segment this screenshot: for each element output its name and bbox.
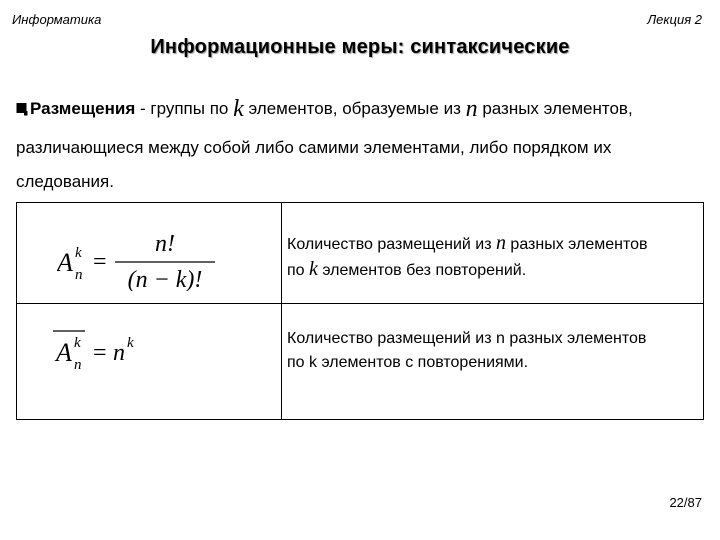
formula-table <box>16 202 704 420</box>
formula-a-symbol: A <box>57 248 73 277</box>
formula-superscript: k <box>74 335 81 351</box>
slide-title: Информационные меры: синтаксические <box>150 36 570 58</box>
table-column-divider <box>281 203 282 419</box>
definition-text: - группы по <box>135 99 234 118</box>
formula-rhs-base: n <box>113 340 125 366</box>
formula-equals: = <box>93 340 107 366</box>
definition-line-1 <box>16 96 633 123</box>
description-line <box>287 257 648 283</box>
course-title: Информатика <box>12 12 102 27</box>
formula-a-symbol: A <box>56 338 72 367</box>
formula-superscript: k <box>75 245 82 261</box>
formula-numerator: n! <box>155 231 175 257</box>
formula-equals: = <box>93 249 107 275</box>
definition-line-2: различающиеся между собой либо самими элементами, либо порядком их <box>16 138 612 157</box>
term-label: Размещения <box>30 99 136 118</box>
description-line: Количество размещений из n разных элементов <box>287 330 647 347</box>
page-number: 22/87 <box>669 495 702 510</box>
variable-k: k <box>309 258 318 280</box>
description-line <box>287 231 648 257</box>
variable-n: n <box>495 232 506 254</box>
description-text: элементов без повторений. <box>317 262 527 279</box>
definition-line-3: следования. <box>16 172 114 191</box>
description-with-repetition <box>287 327 646 375</box>
definition-text: разных элементов, <box>477 99 633 118</box>
variable-k: k <box>233 96 244 122</box>
formula-arrangements-without-repetition <box>57 225 217 296</box>
formula-subscript: n <box>74 357 82 373</box>
table-row-divider <box>17 303 703 304</box>
description-text: по <box>287 262 310 279</box>
description-without-repetition <box>287 231 648 283</box>
formula-subscript: n <box>75 267 83 283</box>
formula-arrangements-with-repetition <box>53 325 163 382</box>
description-line: по k элементов с повторениями. <box>287 354 529 371</box>
description-text: Количество размещений из <box>287 236 496 253</box>
definition-text: элементов, образуемые из <box>243 99 466 118</box>
variable-n: n <box>465 96 478 122</box>
lecture-label: Лекция 2 <box>647 12 702 27</box>
q-bullet-icon <box>16 99 28 119</box>
formula-denominator: (n − k)! <box>127 267 203 291</box>
formula-rhs-exponent: k <box>127 335 134 351</box>
description-text: разных элементов <box>505 236 648 253</box>
